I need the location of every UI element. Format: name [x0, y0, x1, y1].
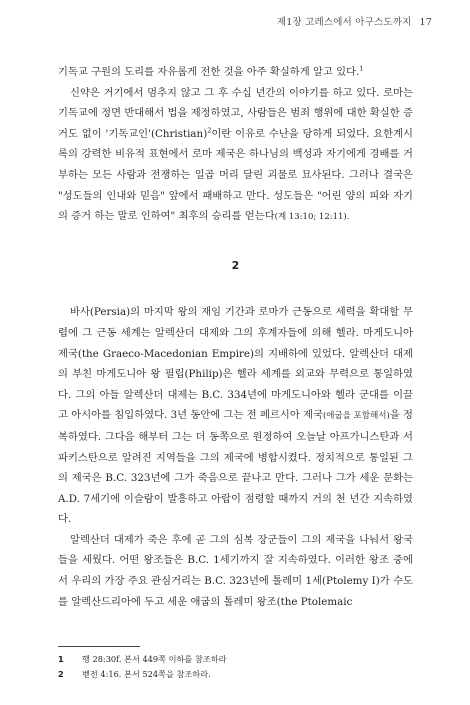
footnote-number: 2 [58, 669, 64, 679]
footnote-ref-2: 2 [207, 126, 212, 135]
main-text [58, 62, 413, 612]
footnote-number: 1 [58, 654, 64, 664]
paragraph-3-text-b: 을 정복하였다. 그다음 해부터 그는 더 동쪽으로 원정하여 오늘날 아프가니스탄과 서파키스탄으로 알려진 지역들을 그의 제국에 병합시켰다. 정치적으로 통일된 그의 제국은 B.C. 323년에 그가 죽음으로 끝나고 만다. 그러나 그가 세운 문화는 A.D. 7세기에 이슬람이 발흥하고 아랍이 점령할 때까지 거의 천 년간 지속하였다. [58, 409, 414, 526]
paragraph-3-text-a: 바사(Persia)의 마지막 왕의 재임 기간과 로마가 근동으로 세력을 확대할 무렵에 그 근동 세계는 알렉산더 대제와 그의 후계자들에 의해 헬라. 마게도니아 제국(the Graeco-Macedonian Empire)의 지배하에 있었다. 알렉산더 대제의 부친 마게도니아 왕 필립(Philip)은 헬라 세계를 외교와 무력으로 통일하였다. 그의 아들 알렉산더 대제는 B.C. 334년에 마게도니아와 헬라 군대를 이끌고 아시아를 침입하였다. 3년 동안에 그는 전 페르시아 제국 [58, 306, 413, 422]
paragraph-2-text-a: 신약은 거기에서 멈추지 않고 그 후 수십 년간의 이야기를 하고 있다. 로마는 기독교에 정면 반대해서 법을 제정하였고, 사람들은 범죄 행위에 대한 확실한 증거도 없이 '기독교인'(Christian) [58, 86, 413, 140]
footnote-divider [58, 646, 140, 647]
footnote-ref-1: 1 [359, 64, 364, 73]
footnote-1 [58, 652, 413, 666]
paragraph-4 [58, 530, 413, 612]
paragraph-2 [58, 83, 413, 228]
footnote-text: 행 28:30f. 본서 449쪽 이하를 참조하라 [82, 654, 227, 664]
footnote-2 [58, 667, 413, 681]
paragraph-2-text-b: 이란 이유로 수난을 당하게 되었다. 요한계시록의 강력한 비유적 표현에서 로마 제국은 하나님의 백성과 자기에게 경배를 거부하는 모든 사람과 전쟁하는 일곱 머리 달린 괴물로 묘사된다. 그러나 결국은 "성도들의 인내와 믿음" 앞에서 패배하고 만다. 성도들은 "어린 양의 피와 자기의 증거 하는 말로 인하여" 최후의 승리를 얻는다 [58, 127, 413, 223]
paragraph-1-text: 기독교 구원의 도리를 자유롭게 전한 것을 아주 확실하게 알고 있다. [58, 66, 360, 78]
footnote-text: 벧전 4:16. 본서 524쪽을 참조하라. [82, 669, 211, 679]
running-header [277, 14, 432, 28]
paragraph-3 [58, 302, 413, 530]
paragraph-1 [58, 62, 413, 83]
chapter-title: 제1장 고레스에서 아구스도까지 [276, 17, 412, 28]
page-number: 17 [419, 17, 432, 28]
section-number: 2 [231, 258, 240, 272]
paragraph-4-text: 알렉산더 대제가 죽은 후에 곧 그의 심복 장군들이 그의 제국을 나눠서 왕국들을 세웠다. 어떤 왕조들은 B.C. 1세기까지 잘 지속하였다. 이러한 왕조 중에서 우리의 가장 주요 관심거리는 B.C. 323년에 톨레미 1세(Ptolemy I)가 수도를 알렉산드리아에 두고 세운 애굽의 톨레미 왕조(the Ptolemaic [58, 533, 413, 608]
parenthetical-note: (애굽을 포함해서) [322, 411, 390, 422]
scripture-citation: (계 13:10; 12:11). [274, 212, 350, 223]
